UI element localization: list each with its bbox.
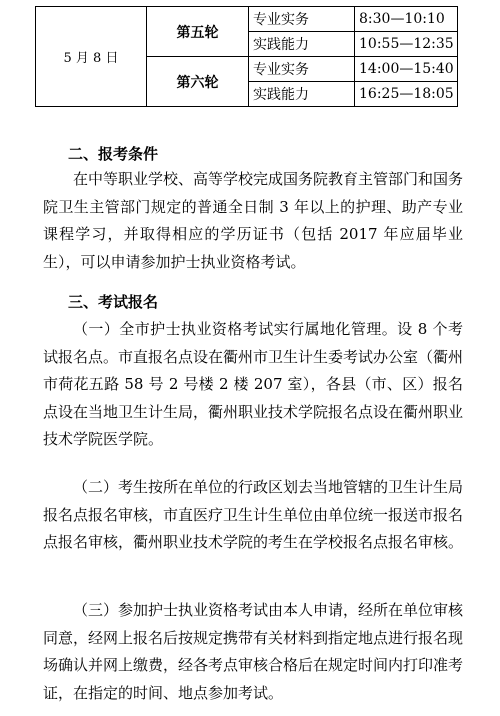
session-time: 10:55—12:35 xyxy=(355,32,458,57)
round-label: 第五轮 xyxy=(147,7,249,57)
eligibility-paragraph: 在中等职业学校、高等学校完成国务院教育主管部门和国务院卫生主管部门规定的普通全日制 3 年以上的护理、助产专业课程学习，并取得相应的学历证书（包括 2017 年应届毕业生），可以申请参加护士执业资格考试。 xyxy=(43,170,464,271)
registration-paragraph: （一）全市护士执业资格考试实行属地化管理。设 8 个考试报名点。市直报名点设在衢州市卫生计生委考试办公室（衢州市荷花五路 58 号 2 号楼 2 楼 207 室），各县（市、区）报名点设在当地卫生计生局，衢州职业技术学院报名点设在衢州职业技术学院医学院。 xyxy=(43,320,464,449)
session-subject: 专业实务 xyxy=(249,57,355,82)
session-time: 8:30—10:10 xyxy=(355,7,458,32)
session-time: 16:25—18:05 xyxy=(355,82,458,107)
schedule-date: 5 月 8 日 xyxy=(36,7,147,107)
registration-paragraph: （二）考生按所在单位的行政区划去当地管辖的卫生计生局报名点报名审核，市直医疗卫生计生单位由单位统一报送市报名点报名审核，衢州职业技术学院的考生在学校报名点报名审核。 xyxy=(43,478,464,552)
section-heading-registration: 三、考试报名 xyxy=(68,293,159,311)
section-heading-eligibility: 二、报考条件 xyxy=(68,145,159,163)
session-subject: 专业实务 xyxy=(249,7,355,32)
session-subject: 实践能力 xyxy=(249,32,355,57)
registration-paragraph: （三）参加护士执业资格考试由本人申请，经所在单位审核同意，经网上报名后按规定携带有关材料到指定地点进行报名现场确认并网上缴费，经各考点审核合格后在规定时间内打印准考证，在指定的时间、地点参加考试。 xyxy=(43,601,464,702)
session-subject: 实践能力 xyxy=(249,82,355,107)
session-time: 14:00—15:40 xyxy=(355,57,458,82)
round-label: 第六轮 xyxy=(147,57,249,107)
exam-schedule-table xyxy=(35,6,458,107)
